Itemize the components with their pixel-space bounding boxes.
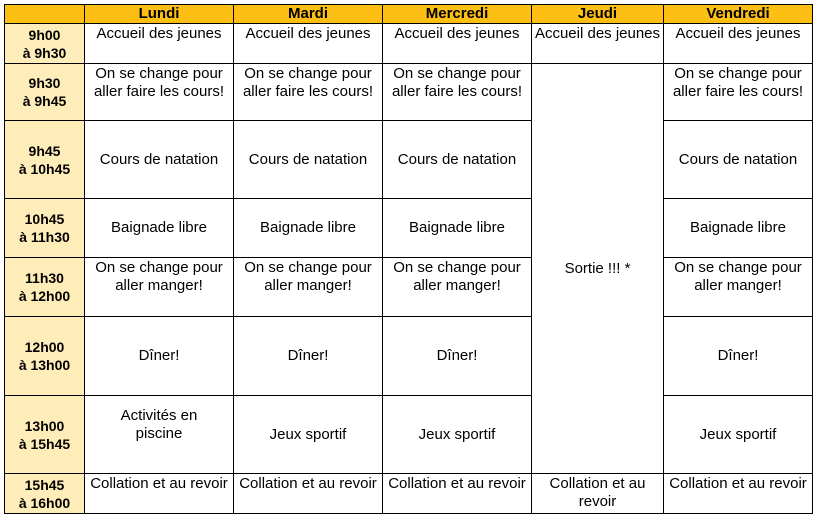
- header-row: [5, 5, 813, 24]
- schedule-cell: Cours de natation: [234, 121, 383, 199]
- table-row: [5, 199, 813, 258]
- header-day-lundi: Lundi: [85, 5, 234, 24]
- schedule-cell: Cours de natation: [383, 121, 532, 199]
- schedule-cell: On se change pour aller faire les cours!: [234, 64, 383, 121]
- schedule-cell: On se change pour aller manger!: [383, 258, 532, 317]
- header-corner: [5, 5, 85, 24]
- schedule-cell: Accueil des jeunes: [532, 24, 664, 64]
- time-slot: 15h45 à 16h00: [5, 474, 85, 514]
- time-slot: 11h30 à 12h00: [5, 258, 85, 317]
- schedule-cell: Baignade libre: [234, 199, 383, 258]
- time-slot: 12h00 à 13h00: [5, 317, 85, 396]
- schedule-cell: Accueil des jeunes: [383, 24, 532, 64]
- schedule-cell: Accueil des jeunes: [664, 24, 813, 64]
- weekly-schedule-table: [4, 4, 813, 514]
- schedule-cell: [85, 396, 234, 474]
- schedule-cell: Accueil des jeunes: [234, 24, 383, 64]
- schedule-cell: Dîner!: [85, 317, 234, 396]
- schedule-cell: Collation et au revoir: [234, 474, 383, 514]
- table-row: [5, 396, 813, 474]
- time-slot: 13h00 à 15h45: [5, 396, 85, 474]
- schedule-cell: On se change pour aller manger!: [664, 258, 813, 317]
- schedule-cell: Baignade libre: [85, 199, 234, 258]
- schedule-cell: Jeux sportif: [383, 396, 532, 474]
- table-row: [5, 24, 813, 64]
- schedule-cell: On se change pour aller faire les cours!: [383, 64, 532, 121]
- schedule-cell: Dîner!: [234, 317, 383, 396]
- schedule-cell: Cours de natation: [85, 121, 234, 199]
- schedule-cell: Accueil des jeunes: [85, 24, 234, 64]
- time-slot: 9h00 à 9h30: [5, 24, 85, 64]
- schedule-cell: On se change pour aller manger!: [85, 258, 234, 317]
- table-row: [5, 64, 813, 121]
- time-slot: 9h45 à 10h45: [5, 121, 85, 199]
- schedule-cell: Collation et au revoir: [383, 474, 532, 514]
- header-day-mardi: Mardi: [234, 5, 383, 24]
- table-row: [5, 474, 813, 514]
- table-row: [5, 121, 813, 199]
- table-row: [5, 258, 813, 317]
- schedule-cell: Cours de natation: [664, 121, 813, 199]
- table-row: [5, 317, 813, 396]
- schedule-cell: On se change pour aller manger!: [234, 258, 383, 317]
- schedule-cell: Baignade libre: [664, 199, 813, 258]
- schedule-cell: On se change pour aller faire les cours!: [664, 64, 813, 121]
- schedule-cell: Jeux sportif: [664, 396, 813, 474]
- thursday-outing-label: Sortie !!! *: [564, 260, 631, 277]
- schedule-cell: On se change pour aller faire les cours!: [85, 64, 234, 121]
- schedule-cell: Jeux sportif: [234, 396, 383, 474]
- header-day-mercredi: Mercredi: [383, 5, 532, 24]
- time-slot: 10h45 à 11h30: [5, 199, 85, 258]
- header-day-jeudi: Jeudi: [532, 5, 664, 24]
- schedule-cell: Collation et au revoir: [532, 474, 664, 514]
- schedule-cell: Collation et au revoir: [85, 474, 234, 514]
- schedule-cell: Collation et au revoir: [664, 474, 813, 514]
- thursday-outing-cell: [532, 64, 664, 474]
- schedule-cell: Baignade libre: [383, 199, 532, 258]
- time-slot: 9h30 à 9h45: [5, 64, 85, 121]
- schedule-cell: Dîner!: [383, 317, 532, 396]
- schedule-cell-text: Activités en piscine: [120, 406, 198, 442]
- schedule-cell: Dîner!: [664, 317, 813, 396]
- header-day-vendredi: Vendredi: [664, 5, 813, 24]
